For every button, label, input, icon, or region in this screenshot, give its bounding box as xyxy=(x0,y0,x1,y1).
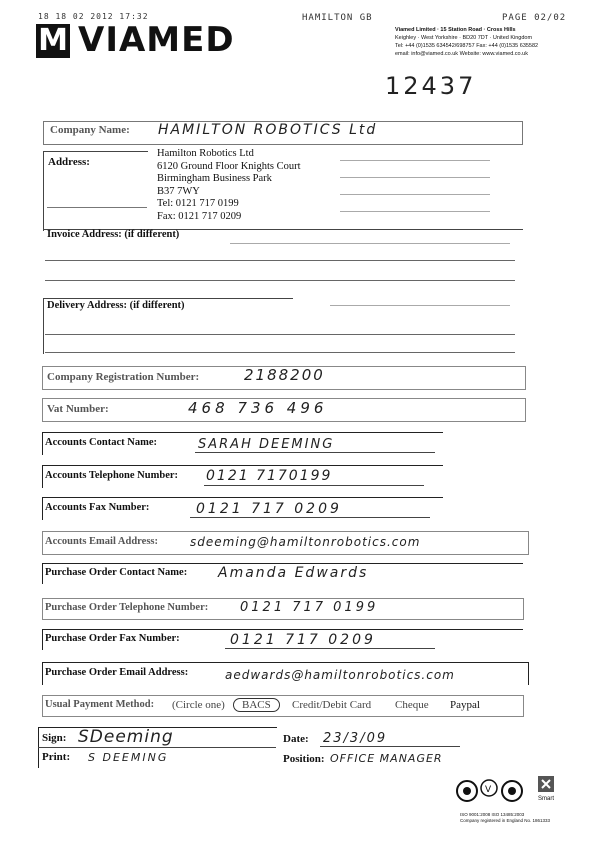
accounts-email-label: Accounts Email Address: xyxy=(45,536,158,547)
address-line: Tel: 0121 717 0199 xyxy=(157,198,239,209)
company-info-line: Tel: +44 (0)1535 634542/698757 Fax: +44 (0)1535 635582 xyxy=(395,43,539,49)
po-contact-label: Purchase Order Contact Name: xyxy=(45,567,188,578)
accounts-telephone-label: Accounts Telephone Number: xyxy=(45,470,179,481)
payment-method-hint: (Circle one) xyxy=(172,699,225,711)
vat-number-label: Vat Number: xyxy=(47,403,109,415)
company-info-line: Viamed Limited · 15 Station Road · Cross Hills xyxy=(395,27,516,33)
smart-badge-icon xyxy=(536,774,560,794)
company-registration-value: 2188200 xyxy=(244,366,325,384)
position-value[interactable]: OFFICE MANAGER xyxy=(330,752,443,765)
footer-line: Company registered in England No. 1861333 xyxy=(460,818,551,823)
po-email-value: aedwards@hamiltonrobotics.com xyxy=(225,668,455,682)
delivery-address-label: Delivery Address: (if different) xyxy=(47,300,185,311)
print-name-value[interactable]: S DEEMING xyxy=(88,751,169,764)
date-label: Date: xyxy=(283,733,309,745)
viamed-logo-text: VIAMED xyxy=(78,20,235,60)
address-line: Birmingham Business Park xyxy=(157,173,272,184)
address-line: Fax: 0121 717 0209 xyxy=(157,210,242,222)
delivery-address-field[interactable] xyxy=(43,298,523,356)
date-value[interactable]: 23/3/09 xyxy=(323,731,388,746)
certification-badges-icon xyxy=(455,776,525,806)
footer-registration xyxy=(460,812,550,824)
payment-option-card[interactable]: Credit/Debit Card xyxy=(292,699,372,711)
company-info-line: Keighley · West Yorkshire · BD20 7DT · United Kingdom xyxy=(395,35,533,41)
reference-number: 12437 xyxy=(385,72,477,100)
viamed-logo-mark: M xyxy=(36,24,70,58)
svg-text:V: V xyxy=(485,785,492,795)
accounts-fax-label: Accounts Fax Number: xyxy=(45,502,150,513)
fax-page-number: PAGE 02/02 xyxy=(502,13,567,23)
po-contact-value: Amanda Edwards xyxy=(218,565,369,581)
smart-badge-label: Smart xyxy=(538,796,555,802)
accounts-contact-value: SARAH DEEMING xyxy=(198,437,335,452)
invoice-address-label: Invoice Address: (if different) xyxy=(47,229,180,240)
address-block xyxy=(157,148,301,223)
address-label: Address: xyxy=(48,156,90,168)
print-label: Print: xyxy=(42,751,71,763)
po-fax-value: 0121 717 0209 xyxy=(230,632,376,648)
address-line: Hamilton Robotics Ltd xyxy=(157,148,254,159)
company-info-line: email: info@viamed.co.uk Website: www.viamed.co.uk xyxy=(395,51,528,57)
po-telephone-label: Purchase Order Telephone Number: xyxy=(45,602,209,613)
company-name-label: Company Name: xyxy=(50,124,130,136)
accounts-fax-value: 0121 717 0209 xyxy=(196,501,342,517)
address-line: 6120 Ground Floor Knights Court xyxy=(157,160,301,172)
company-registration-label: Company Registration Number: xyxy=(47,371,200,383)
position-label: Position: xyxy=(283,753,325,765)
vat-number-value: 468 736 496 xyxy=(188,399,328,417)
payment-method-label: Usual Payment Method: xyxy=(45,699,155,710)
accounts-email-value: sdeeming@hamiltonrobotics.com xyxy=(190,535,421,549)
fax-sender: HAMILTON GB xyxy=(302,13,373,23)
payment-option-paypal[interactable]: Paypal xyxy=(450,699,480,711)
company-name-value: HAMILTON ROBOTICS Ltd xyxy=(158,122,378,138)
signature[interactable]: SDeeming xyxy=(78,727,174,747)
address-line: B37 7WY xyxy=(157,185,200,197)
po-email-label: Purchase Order Email Address: xyxy=(45,667,189,678)
accounts-telephone-value: 0121 7170199 xyxy=(206,468,333,484)
po-telephone-value: 0121 717 0199 xyxy=(240,600,379,615)
invoice-address-field[interactable] xyxy=(43,229,523,285)
payment-option-cheque[interactable]: Cheque xyxy=(395,699,429,711)
accounts-contact-label: Accounts Contact Name: xyxy=(45,437,157,448)
sign-label: Sign: xyxy=(42,732,67,744)
company-info xyxy=(395,26,585,58)
fax-timestamp: 18 18 02 2012 17:32 xyxy=(38,12,149,21)
footer-line: ISO 9001:2008 ISO 13485:2003 xyxy=(460,812,525,817)
payment-option-bacs[interactable]: BACS xyxy=(233,698,280,712)
po-fax-label: Purchase Order Fax Number: xyxy=(45,633,180,644)
